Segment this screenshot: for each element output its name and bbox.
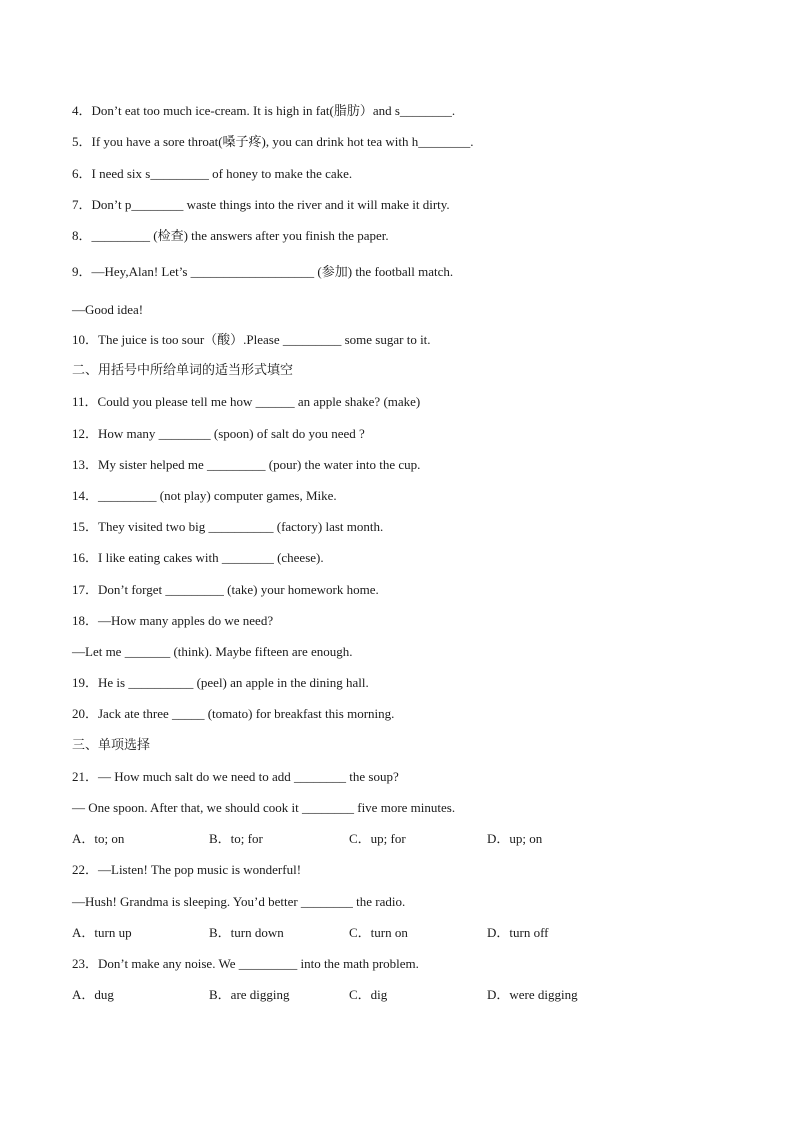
question-line: 19．He is __________ (peel) an apple in the dining hall. xyxy=(72,675,369,690)
question-line: —Let me _______ (think). Maybe fifteen are enough. xyxy=(72,644,353,659)
question-line: 16．I like eating cakes with ________ (cheese). xyxy=(72,550,324,565)
answer-option[interactable]: B．turn down xyxy=(209,925,284,940)
question-line: 14．_________ (not play) computer games, Mike. xyxy=(72,488,337,503)
answer-option[interactable]: D．turn off xyxy=(487,925,549,940)
question-line: 13．My sister helped me _________ (pour) the water into the cup. xyxy=(72,457,421,472)
question-line: 21．— How much salt do we need to add ________ the soup? xyxy=(72,769,399,784)
question-line: 22．—Listen! The pop music is wonderful! xyxy=(72,862,302,877)
answer-option[interactable]: C．up; for xyxy=(349,831,406,846)
answer-option[interactable]: D．were digging xyxy=(487,987,578,1002)
question-line: 12．How many ________ (spoon) of salt do you need ? xyxy=(72,426,365,441)
answer-option[interactable]: D．up; on xyxy=(487,831,543,846)
question-line: 10．The juice is too sour（酸）.Please _________ some sugar to it. xyxy=(72,332,431,347)
question-line: — One spoon. After that, we should cook it ________ five more minutes. xyxy=(72,800,456,815)
answer-option[interactable]: C．dig xyxy=(349,987,388,1002)
question-line: 7．Don’t p________ waste things into the river and it will make it dirty. xyxy=(72,197,450,212)
section-heading: 三、单项选择 xyxy=(72,738,151,753)
question-line: 11．Could you please tell me how ______ an apple shake? (make) xyxy=(72,394,421,409)
question-line: 18．—How many apples do we need? xyxy=(72,613,274,628)
answer-option[interactable]: A．dug xyxy=(72,987,114,1002)
question-line: —Hush! Grandma is sleeping. You’d better ________ the radio. xyxy=(72,894,406,909)
question-line: 23．Don’t make any noise. We _________ into the math problem. xyxy=(72,956,419,971)
question-line: 20．Jack ate three _____ (tomato) for breakfast this morning. xyxy=(72,706,395,721)
answer-option[interactable]: A．turn up xyxy=(72,925,132,940)
question-line: —Good idea! xyxy=(72,302,144,317)
answer-option[interactable]: A．to; on xyxy=(72,831,125,846)
answer-option[interactable]: C．turn on xyxy=(349,925,408,940)
question-line: 5．If you have a sore throat(嗓子疼), you can drink hot tea with h________. xyxy=(72,134,474,149)
question-line: 15．They visited two big __________ (factory) last month. xyxy=(72,519,384,534)
question-line: 9．—Hey,Alan! Let’s ___________________ (参加) the football match. xyxy=(72,264,454,279)
answer-option[interactable]: B．are digging xyxy=(209,987,290,1002)
section-heading: 二、用括号中所给单词的适当形式填空 xyxy=(72,363,294,378)
question-line: 17．Don’t forget _________ (take) your homework home. xyxy=(72,582,379,597)
question-line: 4．Don’t eat too much ice-cream. It is high in fat(脂肪）and s________. xyxy=(72,103,456,118)
question-line: 8．_________ (检查) the answers after you finish the paper. xyxy=(72,228,389,243)
answer-option[interactable]: B．to; for xyxy=(209,831,263,846)
question-line: 6．I need six s_________ of honey to make the cake. xyxy=(72,166,353,181)
